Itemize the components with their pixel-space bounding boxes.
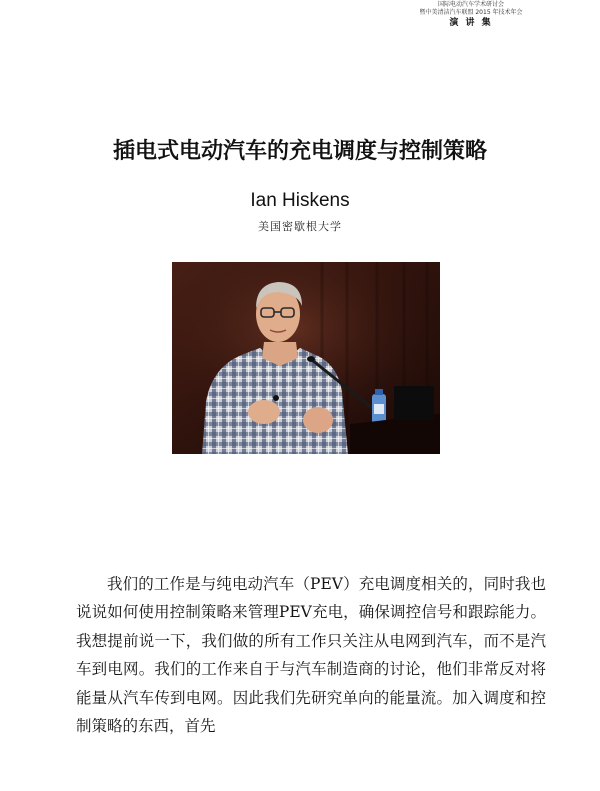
article-body <box>76 570 546 740</box>
body-paragraph: 我们的工作是与纯电动汽车（PEV）充电调度相关的，同时我也说说如何使用控制策略来管理PEV充电，确保调控信号和跟踪能力。我想提前说一下，我们做的所有工作只关注从电网到汽车，而不是汽车到电网。我们的工作来自于与汽车制造商的讨论，他们非常反对将能量从汽车传到电网。因此我们先研究单向的能量流。加入调度和控制策略的东西，首先 <box>76 575 546 736</box>
speaker-photo <box>172 262 440 454</box>
conference-header <box>386 1 556 29</box>
conference-line-2: 暨中美清洁汽车联盟 2015 年技术年会 <box>419 9 523 16</box>
author-affiliation: 美国密歇根大学 <box>258 220 342 233</box>
collection-label: 演 讲 集 <box>449 18 493 28</box>
page-title: 插电式电动汽车的充电调度与控制策略 <box>112 139 487 164</box>
speaker-photo-illustration <box>172 262 440 454</box>
conference-line-1: 国际电动汽车学术研讨会 <box>437 1 504 8</box>
author-name: Ian Hiskens <box>250 190 350 211</box>
